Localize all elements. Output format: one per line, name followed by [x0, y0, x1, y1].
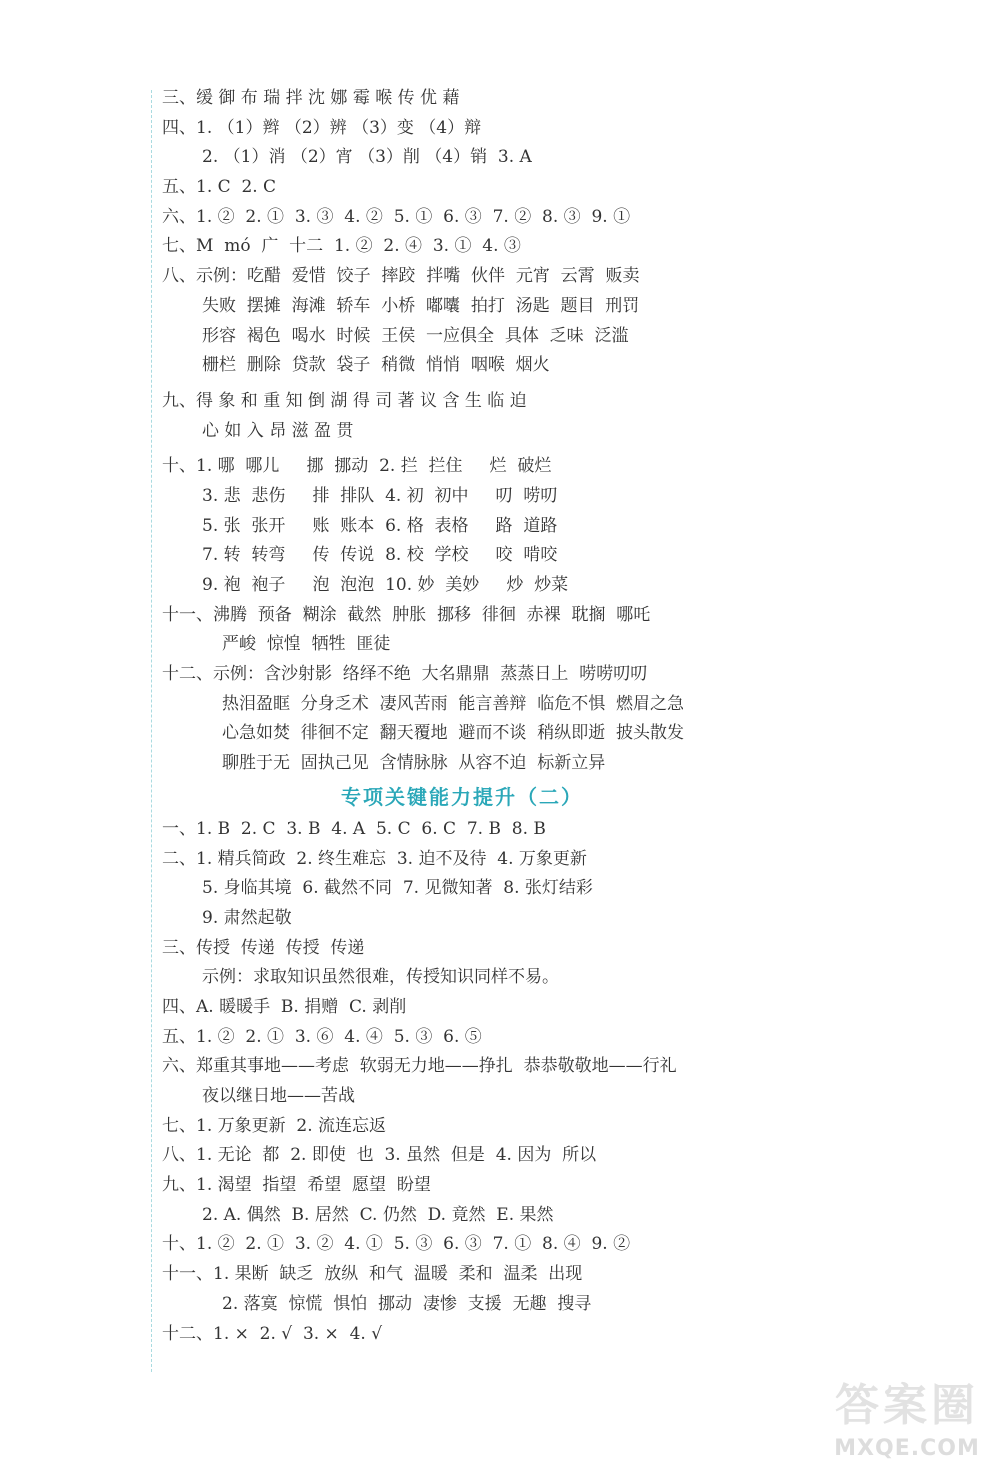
answer-line: 四、A. 暖暖手 B. 捐赠 C. 剥削: [162, 996, 407, 1017]
answer-line: 形容 褐色 喝水 时候 王侯 一应俱全 具体 乏味 泛滥: [202, 325, 629, 346]
answer-line: 十一、沸腾 预备 糊涂 截然 肿胀 挪移 徘徊 赤裸 耽搁 哪吒: [162, 604, 651, 625]
answer-line: 心急如焚 徘徊不定 翻天覆地 避而不谈 稍纵即逝 披头散发: [222, 723, 685, 744]
section-title: 专项关键能力提升（二）: [341, 784, 583, 809]
page-margin-line: [151, 90, 152, 1372]
answer-line: 六、1. ② 2. ① 3. ③ 4. ② 5. ① 6. ③ 7. ② 8. ③ 9. ①: [162, 206, 631, 227]
answer-line: 五、1. ② 2. ① 3. ⑥ 4. ④ 5. ③ 6. ⑤: [162, 1026, 482, 1047]
answer-line: 9. 袍 袍子 泡 泡泡 10. 妙 美妙 炒 炒菜: [202, 575, 569, 595]
answer-line: 九、得 象 和 重 知 倒 湖 得 司 著 议 含 生 临 迫: [162, 390, 527, 411]
watermark: [818, 1378, 996, 1468]
answer-line: 5. 张 张开 账 账本 6. 格 表格 路 道路: [202, 515, 558, 536]
answer-line: 三、缓 御 布 瑞 拌 沈 娜 霉 喉 传 优 藉: [162, 88, 460, 108]
answer-line: 一、1. B 2. C 3. B 4. A 5. C 6. C 7. B 8. B: [162, 818, 546, 839]
answer-line: 八、1. 无论 都 2. 即使 也 3. 虽然 但是 4. 因为 所以: [162, 1145, 597, 1166]
answer-line: 三、传授 传递 传授 传递: [162, 937, 365, 958]
answer-line: 聊胜于无 固执己见 含情脉脉 从容不迫 标新立异: [222, 753, 606, 774]
watermark-logo: 答案圈: [835, 1380, 979, 1431]
answer-line: 七、M mó 广 十二 1. ② 2. ④ 3. ① 4. ③: [162, 236, 521, 257]
answer-line: 9. 肃然起敬: [202, 907, 292, 928]
answer-line: 十、1. 哪 哪儿 挪 挪动 2. 拦 拦住 烂 破烂: [162, 456, 552, 477]
answer-line: 严峻 惊惶 牺牲 匪徒: [222, 634, 391, 655]
answer-line: 热泪盈眶 分身乏术 凄风苦雨 能言善辩 临危不惧 燃眉之急: [222, 693, 685, 714]
answer-line: 心 如 入 昂 滋 盈 贯: [202, 420, 354, 441]
answer-line: 5. 身临其境 6. 截然不同 7. 见微知著 8. 张灯结彩: [202, 878, 593, 899]
answer-line: 2. （1）消 （2）宵 （3）削 （4）销 3. A: [202, 147, 532, 168]
answer-line: 十二、1. × 2. √ 3. × 4. √: [162, 1323, 383, 1344]
answer-line: 十、1. ② 2. ① 3. ② 4. ① 5. ③ 6. ③ 7. ① 8. ④ 9. ②: [162, 1234, 631, 1255]
answer-line: 六、郑重其事地——考虑 软弱无力地——挣扎 恭恭敬敬地——行礼: [162, 1056, 677, 1077]
answer-line: 夜以继日地——苦战: [202, 1086, 355, 1106]
answer-line: 2. 落寞 惊慌 惧怕 挪动 凄惨 支援 无趣 搜寻: [222, 1293, 592, 1314]
answer-line: 八、示例：吃醋 爱惜 饺子 摔跤 拌嘴 伙伴 元宵 云霄 贩卖: [162, 266, 640, 287]
answer-line: 2. A. 偶然 B. 居然 C. 仍然 D. 竟然 E. 果然: [202, 1204, 554, 1225]
answer-line: 十二、示例：含沙射影 络绎不绝 大名鼎鼎 蒸蒸日上 唠唠叨叨: [162, 664, 648, 685]
answer-key-content: [162, 84, 802, 1349]
answer-line: 栅栏 删除 贷款 袋子 稍微 悄悄 咽喉 烟火: [202, 355, 550, 376]
answer-line: 四、1. （1）辫 （2）辨 （3）变 （4）辩: [162, 117, 482, 138]
answer-line: 九、1. 渴望 指望 希望 愿望 盼望: [162, 1175, 431, 1196]
answer-line: 示例：求取知识虽然很难，传授知识同样不易。: [202, 967, 559, 988]
answer-line: 十一、1. 果断 缺乏 放纵 和气 温暖 柔和 温柔 出现: [162, 1264, 583, 1285]
answer-line: 失败 摆摊 海滩 轿车 小桥 嘟囔 拍打 汤匙 题目 刑罚: [202, 295, 640, 316]
answer-line: 七、1. 万象更新 2. 流连忘返: [162, 1115, 387, 1136]
answer-line: 五、1. C 2. C: [162, 177, 277, 198]
answer-line: 二、1. 精兵简政 2. 终生难忘 3. 迫不及待 4. 万象更新: [162, 848, 587, 869]
answer-line: 7. 转 转弯 传 传说 8. 校 学校 咬 啃咬: [202, 545, 558, 566]
watermark-url: MXQE.COM: [834, 1436, 980, 1461]
answer-line: 3. 悲 悲伤 排 排队 4. 初 初中 叨 唠叨: [202, 485, 558, 506]
